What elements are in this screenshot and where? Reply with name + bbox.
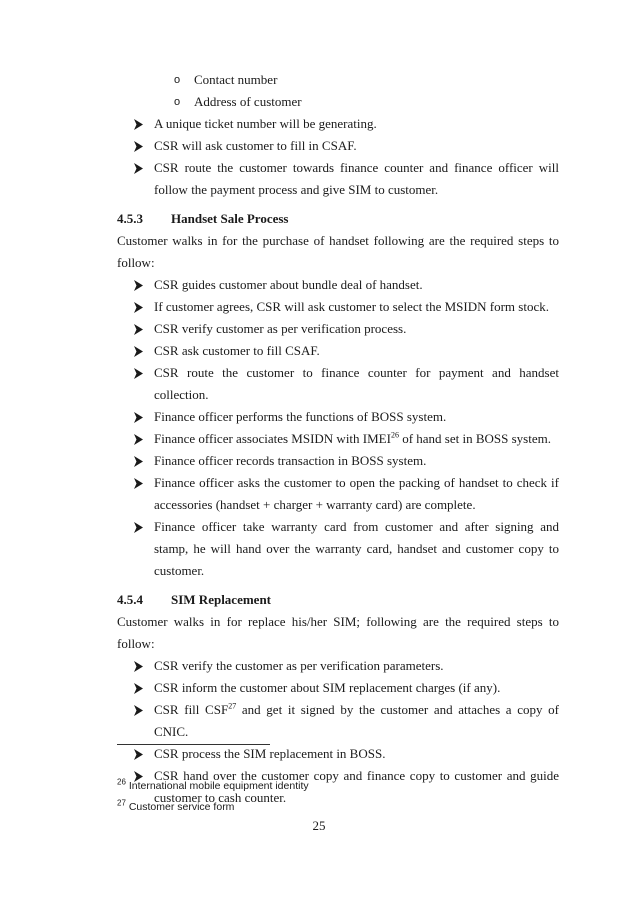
list-item: Finance officer performs the functions of BOSS system. [117, 406, 559, 428]
circle-bullet-icon: o [174, 96, 181, 108]
footnote-divider [117, 744, 270, 745]
list-item: CSR fill CSF$^{27}$ and get it signed by the customer and attaches a copy of CNIC. [117, 699, 559, 743]
list-item: CSR process the SIM replacement in BOSS. [117, 743, 559, 765]
arrow-bullet-icon [133, 472, 147, 494]
arrow-bullet-icon [133, 296, 147, 318]
arrow-bullet-icon [133, 135, 147, 157]
arrow-bullet-icon [133, 113, 147, 135]
page-content [117, 69, 559, 809]
list-item: CSR verify customer as per verification process. [117, 318, 559, 340]
section-heading [117, 208, 559, 230]
list-item: Finance officer associates MSIDN with IMEI$^{26}$ of hand set in BOSS system. [117, 428, 559, 450]
list-item: CSR verify the customer as per verification parameters. [117, 655, 559, 677]
section-title: SIM Replacement [171, 592, 272, 607]
sub-list-item: o Address of customer [117, 91, 559, 113]
arrow-bullet-icon [133, 516, 147, 538]
arrow-bullet-icon [133, 677, 147, 699]
list-item: A unique ticket number will be generating. [117, 113, 559, 135]
arrow-bullet-icon [133, 428, 147, 450]
arrow-bullet-icon [133, 450, 147, 472]
section-title: Handset Sale Process [171, 211, 289, 226]
arrow-bullet-icon [133, 655, 147, 677]
section-heading [117, 589, 559, 611]
arrow-bullet-icon [133, 406, 147, 428]
list-item: CSR route the customer towards finance counter and finance officer will follow the payment process and give SIM to customer. [117, 157, 559, 201]
circle-bullet-icon: o [174, 74, 181, 86]
arrow-bullet-icon [133, 318, 147, 340]
footnote: $^{26}$ International mobile equipment identity [117, 777, 309, 792]
footnote-ref[interactable]: 26 [390, 430, 399, 440]
list-item: Finance officer records transaction in BOSS system. [117, 450, 559, 472]
arrow-bullet-icon [133, 743, 147, 765]
sub-list-item: o Contact number [117, 69, 559, 91]
section-number: 4.5.4 [117, 592, 143, 607]
arrow-bullet-icon [133, 340, 147, 362]
section-intro: Customer walks in for replace his/her SIM; following are the required steps to follow: [117, 614, 559, 651]
list-item: CSR guides customer about bundle deal of handset. [117, 274, 559, 296]
arrow-bullet-icon [133, 157, 147, 179]
section-intro: Customer walks in for the purchase of handset following are the required steps to follow: [117, 233, 559, 270]
arrow-bullet-icon [133, 699, 147, 721]
list-item: CSR hand over the customer copy and finance copy to customer and guide customer to cash counter. [117, 765, 559, 809]
list-item: CSR route the customer to finance counter for payment and handset collection. [117, 362, 559, 406]
list-item: CSR ask customer to fill CSAF. [117, 340, 559, 362]
arrow-bullet-icon [133, 274, 147, 296]
list-item: Finance officer asks the customer to open the packing of handset to check if accessories (handset + charger + warranty card) are complete. [117, 472, 559, 516]
section-number: 4.5.3 [117, 211, 143, 226]
list-item: If customer agrees, CSR will ask customer to select the MSIDN form stock. [117, 296, 559, 318]
page-number: 25 [312, 818, 326, 833]
footnote: $^{27}$ Customer service form [117, 798, 235, 813]
list-item: CSR will ask customer to fill in CSAF. [117, 135, 559, 157]
list-item: CSR inform the customer about SIM replacement charges (if any). [117, 677, 559, 699]
arrow-bullet-icon [133, 362, 147, 384]
footnote-ref[interactable]: 27 [228, 701, 237, 711]
list-item: Finance officer take warranty card from customer and after signing and stamp, he will hand over the warranty card, handset and customer copy to customer. [117, 516, 559, 582]
